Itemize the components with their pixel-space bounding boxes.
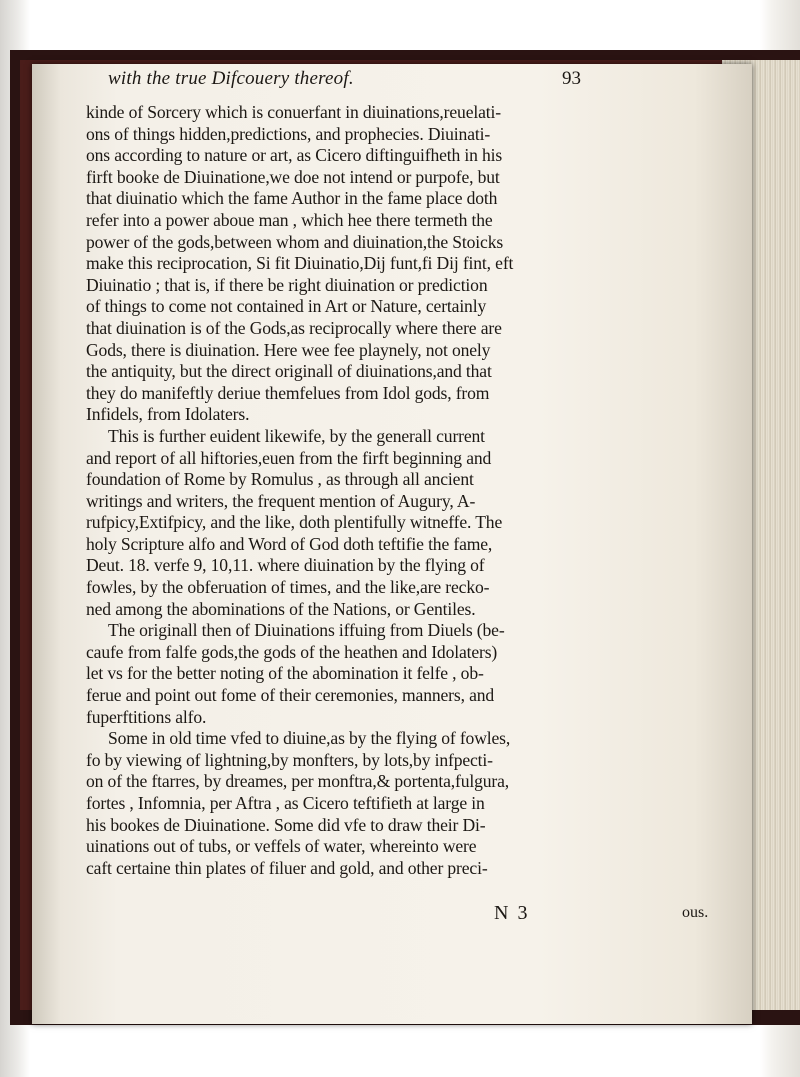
text-line: fuperftitions alfo. (86, 706, 207, 727)
printed-page (86, 64, 709, 974)
text-line: fowles, by the obferuation of times, and the like,are recko- (86, 577, 490, 598)
text-line: the antiquity, but the direct originall of diuinations,and that (86, 361, 492, 382)
text-line: uinations out of tubs, or veffels of water, whereinto were (86, 836, 477, 857)
text-line: firft booke de Diuinatione,we doe not intend or purpofe, but (86, 166, 500, 187)
text-line: of things to come not contained in Art or Nature, certainly (86, 296, 487, 317)
signature-mark: N 3 (494, 902, 530, 924)
text-line: This is further euident likewife, by the generall current (108, 425, 485, 446)
text-line: rufpicy,Extifpicy, and the like, doth plentifully witneffe. The (86, 512, 503, 533)
text-line: ferue and point out fome of their ceremonies, manners, and (86, 685, 495, 706)
text-line: that diuination is of the Gods,as reciprocally where there are (86, 317, 502, 338)
text-line: that diuinatio which the fame Author in the fame place doth (86, 188, 498, 209)
text-line: Infidels, from Idolaters. (86, 404, 250, 425)
text-line: Some in old time vfed to diuine,as by the flying of fowles, (108, 728, 511, 749)
text-line: fo by viewing of lightning,by monfters, by lots,by infpecti- (86, 749, 493, 770)
text-line: ons of things hidden,predictions, and prophecies. Diuinati- (86, 123, 491, 144)
text-line: on of the ftarres, by dreames, per monftra,& portenta,fulgura, (86, 771, 510, 792)
text-line: his bookes de Diuinatione. Some did vfe to draw their Di- (86, 814, 486, 835)
text-line: caft certaine thin plates of filuer and gold, and other preci- (86, 857, 488, 878)
text-line: foundation of Rome by Romulus , as through all ancient (86, 469, 474, 490)
body-text (86, 102, 696, 879)
text-line: and report of all hiftories,euen from the firft beginning and (86, 447, 492, 468)
text-line: Diuinatio ; that is, if there be right diuination or prediction (86, 274, 488, 295)
page-number: 93 (562, 68, 581, 89)
text-line: let vs for the better noting of the abomination it felfe , ob- (86, 663, 484, 684)
text-line: they do manifeftly deriue themfelues from Idol gods, from (86, 382, 490, 403)
text-line: The originall then of Diuinations iffuing from Diuels (be- (108, 620, 505, 641)
text-line: ons according to nature or art, as Cicero diftinguifheth in his (86, 145, 503, 166)
text-line: make this reciprocation, Si fit Diuinatio,Dij funt,fi Dij fint, eft (86, 253, 514, 274)
text-line: power of the gods,between whom and diuination,the Stoicks (86, 231, 504, 252)
text-line: fortes , Infomnia, per Aftra , as Cicero teftifieth at large in (86, 793, 485, 813)
text-line: caufe from falfe gods,the gods of the heathen and Idolaters) (86, 641, 498, 662)
text-line: kinde of Sorcery which is conuerfant in diuinations,reuelati- (86, 102, 501, 122)
running-head-title: with the true Difcouery thereof. (108, 68, 354, 89)
text-line: Gods, there is diuination. Here wee fee playnely, not onely (86, 339, 491, 360)
text-line: ned among the abominations of the Nations, or Gentiles. (86, 598, 476, 619)
catchword: ous. (682, 904, 709, 921)
text-line: holy Scripture alfo and Word of God doth teftifie the fame, (86, 533, 493, 554)
text-line: Deut. 18. verfe 9, 10,11. where diuination by the flying of (86, 555, 485, 576)
text-line: writings and writers, the frequent mention of Augury, A- (86, 490, 476, 511)
running-head (94, 64, 702, 98)
text-line: refer into a power aboue man , which hee there termeth the (86, 209, 493, 230)
